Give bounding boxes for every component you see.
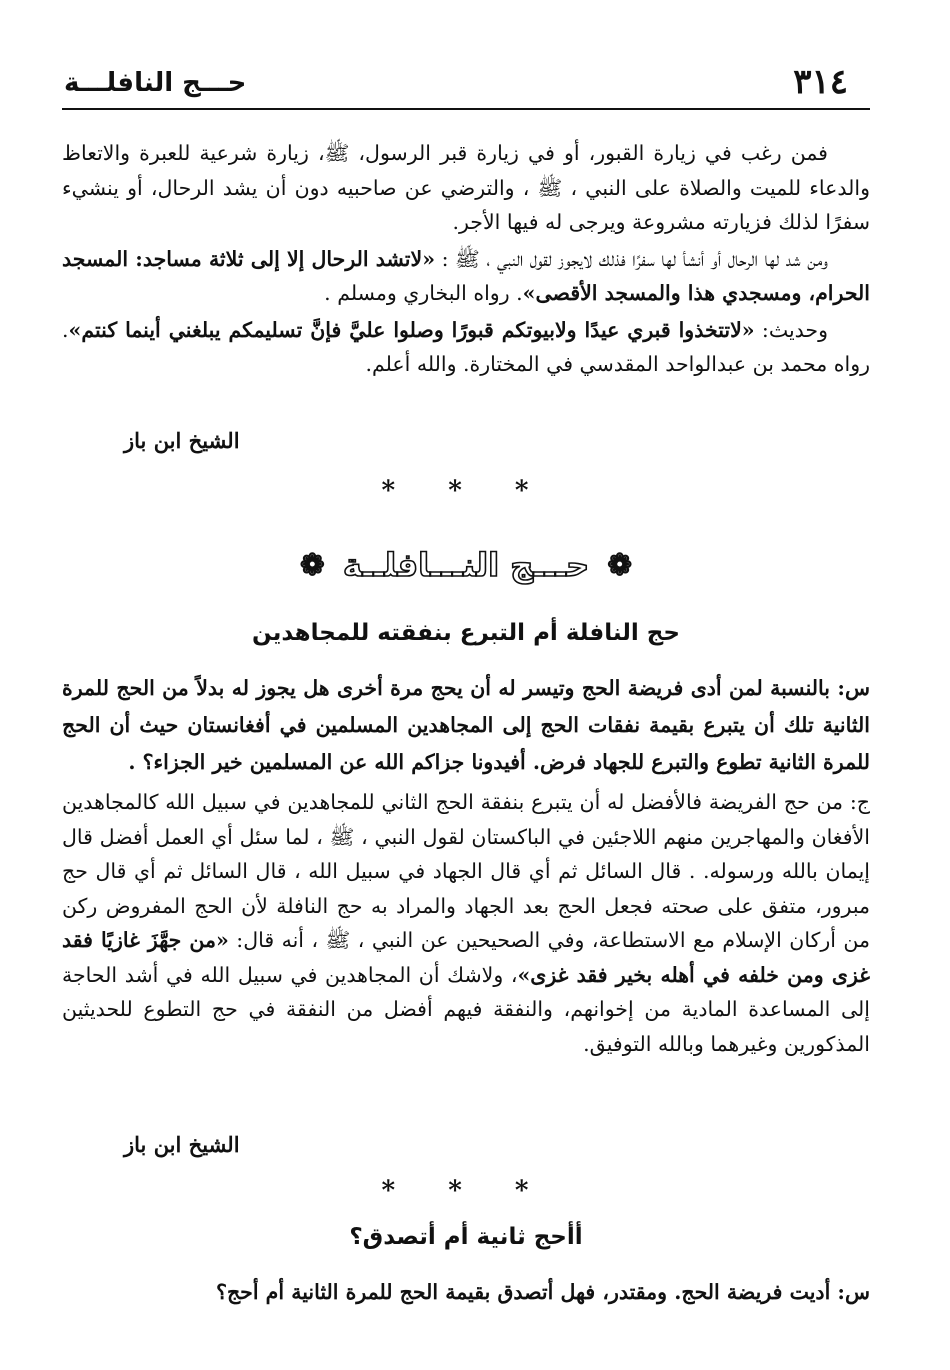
answer-body: ج: من حج الفريضة فالأفضل له أن يتبرع بنفقة الحج الثاني للمجاهدين في سبيل الله كالمجاهدين الأفغان والمهاجرين منهم اللاجئين في الباكستان لقول النبي ، ﷺ ، لما سئل أي العمل أفضل قال إيمان بالله ورسوله. . قال السائل ثم أي قال الجهاد في سبيل الله ، قال السائل ثم أي قال حج مبرور، متفق على صحته فجعل الحج بعد الجهاد والمراد به حج النافلة لأن الحج المفروض ركن من أركان الإسلام مع الاستطاعة، وفي الصحيحين عن النبي ، ﷺ ، أنه قال: [62, 790, 870, 952]
signature: الشيخ ابن باز [124, 1132, 240, 1157]
hadith-quote: «من جهَّزَ غازيًا فقد غزى ومن خلفه في أهله بخير فقد غزى» [62, 928, 870, 987]
paragraph-intro: ومن شد لها الرحال أو أنشأ لها سفرًا فذلك لايجوز لقول النبي ، ﷺ : [435, 246, 828, 271]
hadith-quote: «لاتشد الرحال إلا إلى ثلاثة مساجد: المسجد الحرام، ومسجدي هذا والمسجد الأقصى» [62, 246, 870, 305]
section-separator: * * * [381, 476, 551, 506]
page-number: ٣١٤ [793, 62, 848, 102]
paragraph-intro: وحديث: [754, 317, 828, 342]
answer-conclusion: ، ولاشك أن المجاهدين في سبيل الله في أشد الحاجة إلى المساعدة المادية من إخوانهم، والنفقة فيهم أفضل من النفقة في حج التطوع للحديثين المذكورين وغيرهما وبالله التوفيق. [62, 962, 870, 1056]
running-title: حـــج النافلـــة [64, 68, 247, 98]
chapter-ornament [62, 546, 870, 584]
section-separator: * * * [381, 1176, 551, 1206]
ornament-left-icon: ❁ [299, 547, 325, 583]
chapter-title: حـــج النـــافلــة [342, 546, 590, 584]
hadith-source: . رواه محمد بن عبدالواحد المقدسي في المختارة. والله أعلم. [62, 317, 870, 376]
section-heading: حج النافلة أم التبرع بنفقته للمجاهدين [252, 620, 680, 646]
section-ziyara [62, 136, 870, 382]
section-hajj-nafila [62, 670, 870, 1061]
page-header [62, 60, 870, 110]
question-text: س: أديت فريضة الحج. ومقتدر، فهل أتصدق بقيمة الحج للمرة الثانية أم أحج؟ [216, 1280, 870, 1304]
signature: الشيخ ابن باز [124, 428, 240, 453]
paragraph-qabri-eid [62, 313, 870, 382]
hadith-source: . رواه البخاري ومسلم . [324, 281, 523, 305]
paragraph-shadd-rihal [62, 242, 870, 311]
paragraph-ziyara: فمن رغب في زيارة القبور، أو في زيارة قبر الرسول، ﷺ، زيارة شرعية للعبرة والاتعاظ والدعاء للميت والصلاة على النبي ، ﷺ ، والترضي عن صاحبيه دون أن يشد الرحال، أو ينشيء سفرًا لذلك فزيارته مشروعة ويرجى له فيها الأجر. [62, 141, 870, 234]
section-heading: أأحج ثانية أم أتصدق؟ [349, 1224, 583, 1250]
question-text: س: بالنسبة لمن أدى فريضة الحج وتيسر له أن يحج مرة أخرى هل يجوز له بدلاً من الحج للمرة الثانية تلك أن يتبرع بقيمة نفقات الحج إلى المجاهدين المسلمين في أفغانستان حيث أن الحج للمرة الثانية تطوع والتبرع للجهاد فرض. أفيدونا جزاكم الله عن المسلمين خير الجزاء؟ . [62, 676, 870, 774]
book-page [62, 60, 870, 1350]
answer-text [62, 785, 870, 1061]
hadith-quote: «لاتتخذوا قبري عيدًا ولابيوتكم قبورًا وصلوا عليَّ فإنَّ تسليمكم يبلغني أينما كنتم» [68, 317, 755, 342]
ornament-right-icon: ❁ [607, 547, 633, 583]
